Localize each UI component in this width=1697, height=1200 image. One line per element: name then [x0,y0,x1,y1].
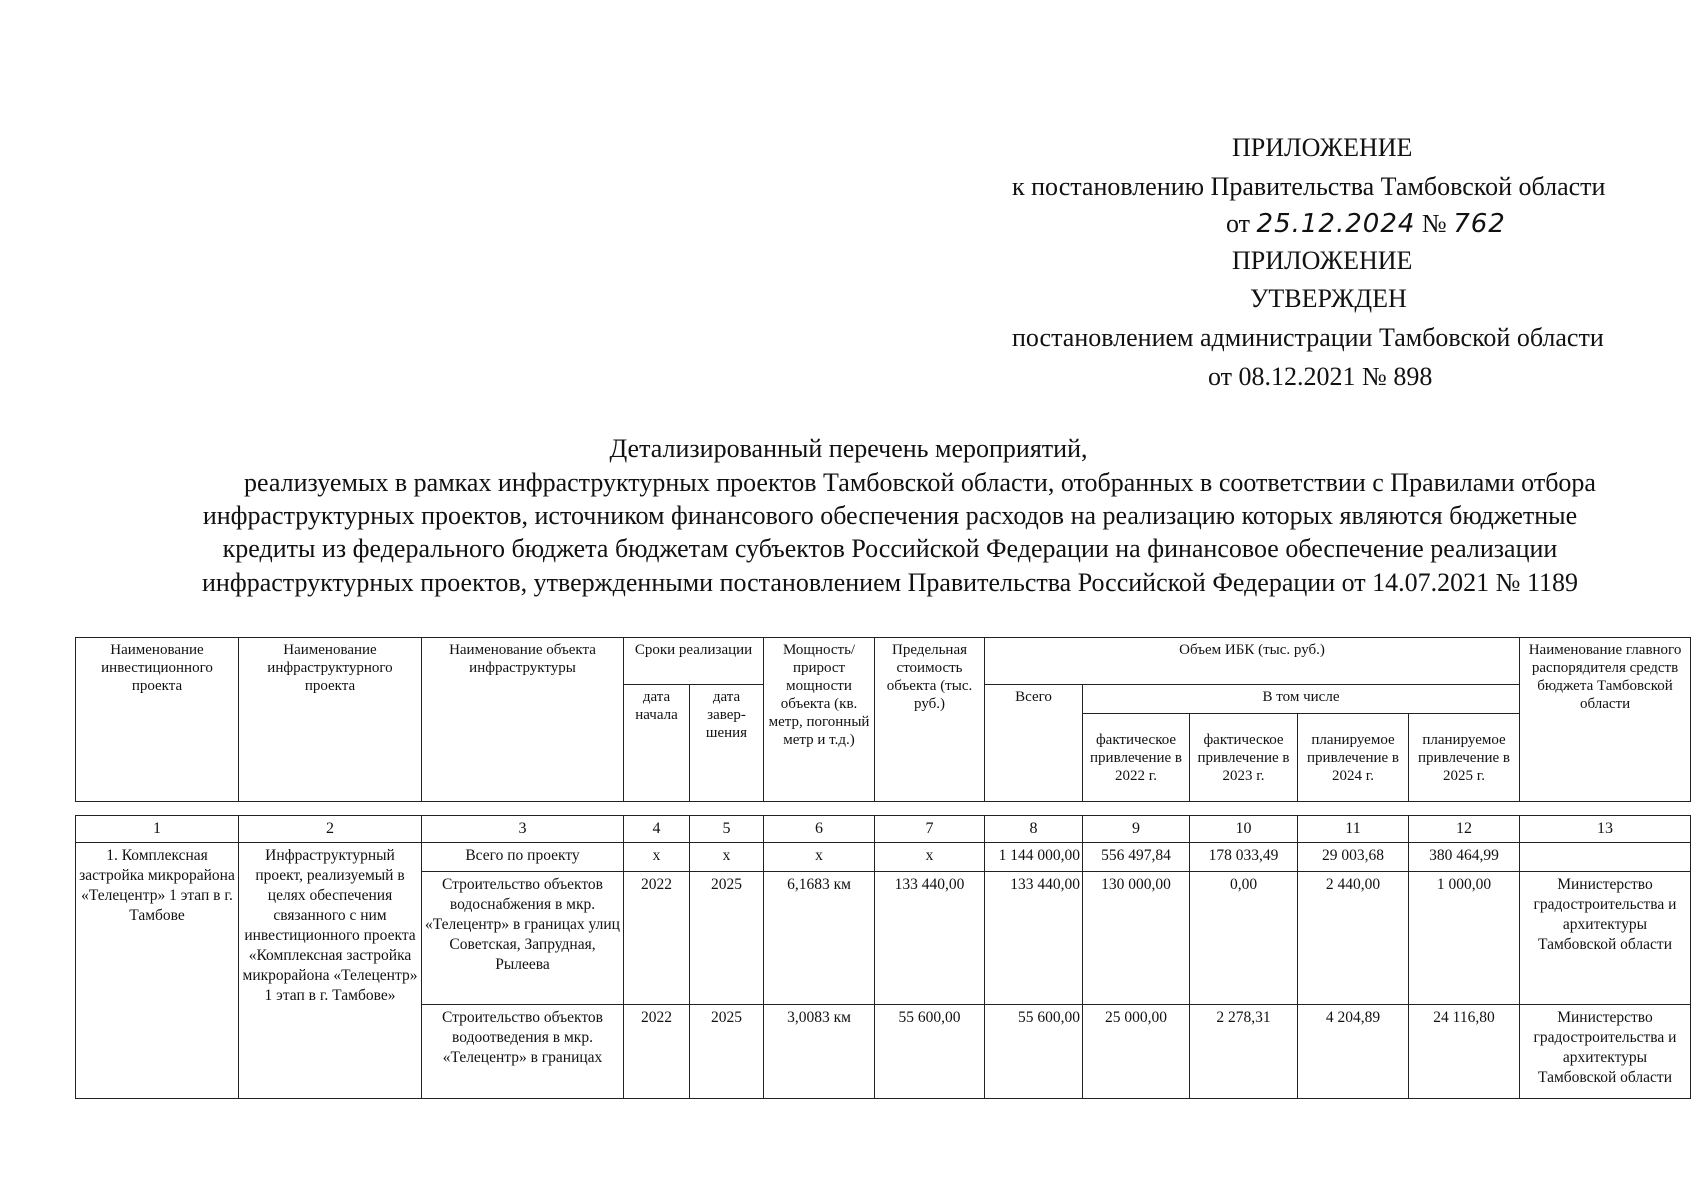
column-number: 9 [1083,816,1190,843]
header-fact-2022: фактическое привлечение в 2022 г. [1083,714,1190,802]
header-terms: Сроки реализации [624,638,764,685]
investment-project-name: 1. Комплексная застройка микрорайона «Телецентр» 1 этап в г. Тамбове [76,843,239,1099]
column-number: 11 [1298,816,1409,843]
appendix-heading-2: ПРИЛОЖЕНИЕ [1232,246,1413,275]
fact-2022: 130 000,00 [1083,872,1190,1005]
fact-2023: 178 033,49 [1190,843,1298,872]
table-row-total [76,843,1691,872]
header-plan-2024: планируемое привлечение в 2024 г. [1298,714,1409,802]
document-title-line-5: инфраструктурных проектов, утвержденными постановлением Правительства Российской Федерации от 14.07.2021 № 1189 [202,568,1578,597]
header-plan-2025: планируемое привлечение в 2025 г. [1409,714,1520,802]
column-number: 7 [875,816,985,843]
column-number: 8 [985,816,1083,843]
header-end-date: дата завер-шения [690,685,764,802]
date-prefix: от [1226,209,1251,238]
header-fact-2023: фактическое привлечение в 2023 г. [1190,714,1298,802]
plan-2024: 2 440,00 [1298,872,1409,1005]
document-title-line-1: Детализированный перечень мероприятий, [609,434,1088,463]
column-number: 13 [1520,816,1691,843]
approved-heading: УТВЕРЖДЕН [1250,284,1407,313]
max-cost: 133 440,00 [875,872,985,1005]
header-investment-project: Наименование инвестиционного проекта [76,638,239,802]
plan-2024: 4 204,89 [1298,1005,1409,1099]
resolution-reference: к постановлению Правительства Тамбовской области [1012,172,1606,201]
object-name: Строительство объектов водоснабжения в мкр. «Телецентр» в границах улиц Советская, Запрудная, Рылеева [422,872,624,1005]
handwritten-date: 25.12.2024 [1256,209,1416,239]
capacity: 6,1683 км [764,872,875,1005]
column-number: 12 [1409,816,1520,843]
capacity: х [764,843,875,872]
header-including: В том числе [1083,685,1520,714]
document-title-line-4: кредиты из федерального бюджета бюджетам субъектов Российской Федерации на финансовое обеспечение реализации [222,534,1558,563]
start-date: 2022 [624,872,690,1005]
fact-2022: 556 497,84 [1083,843,1190,872]
fact-2023: 0,00 [1190,872,1298,1005]
ibk-total: 55 600,00 [985,1005,1083,1099]
object-name: Всего по проекту [422,843,624,872]
plan-2025: 380 464,99 [1409,843,1520,872]
plan-2025: 24 116,80 [1409,1005,1520,1099]
max-cost: х [875,843,985,872]
header-budget-manager: Наименование главного распорядителя средств бюджета Тамбовской области [1520,638,1691,802]
start-date: 2022 [624,1005,690,1099]
resolution-date-line [1226,209,1506,239]
approved-date: от 08.12.2021 № 898 [1208,362,1433,391]
table-header [75,637,1691,802]
fact-2022: 25 000,00 [1083,1005,1190,1099]
end-date: 2025 [690,872,764,1005]
column-number: 5 [690,816,764,843]
object-name: Строительство объектов водоотведения в мкр. «Телецентр» в границах [422,1005,624,1099]
header-max-cost: Предельная стоимость объекта (тыс. руб.) [875,638,985,802]
document-title-line-2: реализуемых в рамках инфраструктурных проектов Тамбовской области, отобранных в соответствии с Правилами отбора [244,468,1596,497]
number-sign: № [1421,209,1447,238]
approved-by: постановлением администрации Тамбовской области [1012,323,1604,352]
budget-manager: Министерство градостроительства и архитектуры Тамбовской области [1520,872,1691,1005]
fact-2023: 2 278,31 [1190,1005,1298,1099]
capacity: 3,0083 км [764,1005,875,1099]
column-number: 2 [239,816,422,843]
header-total: Всего [985,685,1083,802]
end-date: 2025 [690,1005,764,1099]
ibk-total: 133 440,00 [985,872,1083,1005]
column-number: 10 [1190,816,1298,843]
header-ibk-volume: Объем ИБК (тыс. руб.) [985,638,1520,685]
start-date: х [624,843,690,872]
appendix-heading: ПРИЛОЖЕНИЕ [1232,133,1413,162]
ibk-total: 1 144 000,00 [985,843,1083,872]
header-infra-project: Наименование инфраструктурного проекта [239,638,422,802]
budget-manager: Министерство градостроительства и архитектуры Тамбовской области [1520,1005,1691,1099]
column-number: 1 [76,816,239,843]
header-capacity: Мощность/ прирост мощности объекта (кв. метр, погонный метр и т.д.) [764,638,875,802]
end-date: х [690,843,764,872]
column-numbers-row [76,816,1691,843]
header-start-date: дата начала [624,685,690,802]
document-title-line-3: инфраструктурных проектов, источником финансового обеспечения расходов на реализацию которых являются бюджетные [202,501,1578,530]
infra-project-name: Инфраструктурный проект, реализуемый в целях обеспечения связанного с ним инвестиционного проекта «Комплексная застройка микрорайона «Телецентр» 1 этап в г. Тамбове» [239,843,422,1099]
plan-2025: 1 000,00 [1409,872,1520,1005]
header-infra-object: Наименование объекта инфраструктуры [422,638,624,802]
max-cost: 55 600,00 [875,1005,985,1099]
column-number: 3 [422,816,624,843]
plan-2024: 29 003,68 [1298,843,1409,872]
column-number: 4 [624,816,690,843]
budget-manager [1520,843,1691,872]
column-number: 6 [764,816,875,843]
table-body [75,815,1691,1099]
handwritten-number: 762 [1453,209,1506,239]
